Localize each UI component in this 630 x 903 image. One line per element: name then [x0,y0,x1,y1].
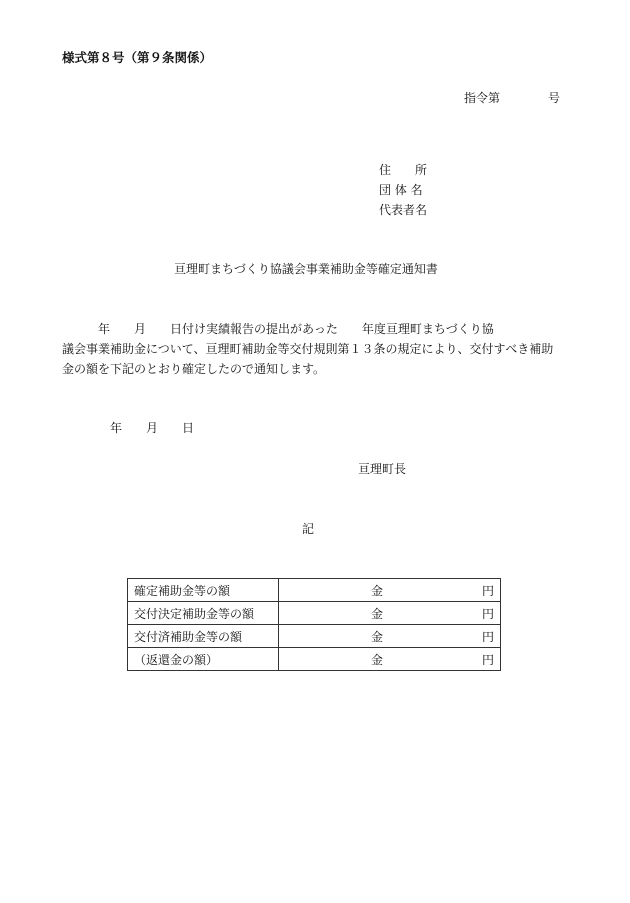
yen-prefix: 金 [371,606,384,621]
group-name-label: 団 体 名 [379,183,423,197]
amount-table [127,578,501,671]
table-row [128,602,501,625]
amount-cell [279,625,501,648]
notice-body [62,319,568,379]
yen-suffix: 円 [481,606,494,621]
document-title: 亘理町まちづくり協議会事業補助金等確定通知書 [174,262,438,276]
table-row [128,625,501,648]
row-label: 交付決定補助金等の額 [128,602,279,625]
amount-cell [279,602,501,625]
yen-prefix: 金 [371,629,384,644]
notice-body-line: 議会事業補助金について、亘理町補助金等交付規則第１３条の規定により、交付すべき補助 [62,342,554,356]
notice-body-line: 年 月 日付け実績報告の提出があった 年度亘理町まちづくり協 [62,322,494,336]
row-label: 確定補助金等の額 [128,579,279,602]
address-label: 住 所 [379,163,428,177]
issue-date: 年 月 日 [110,421,195,435]
ki-heading: 記 [302,522,315,536]
signer: 亘理町長 [358,462,407,476]
table-row [128,579,501,602]
amount-cell [279,648,501,671]
row-label: （返還金の額） [128,648,279,671]
yen-suffix: 円 [481,583,494,598]
yen-prefix: 金 [371,583,384,598]
amount-cell [279,579,501,602]
yen-prefix: 金 [371,652,384,667]
representative-label: 代表者名 [379,203,428,217]
yen-suffix: 円 [481,629,494,644]
notice-body-line: 金の額を下記のとおり確定したので通知します。 [62,362,326,376]
row-label: 交付済補助金等の額 [128,625,279,648]
table-row [128,648,501,671]
form-number: 様式第８号（第９条関係） [62,50,213,65]
reference-number: 指令第 号 [464,91,561,105]
yen-suffix: 円 [481,652,494,667]
